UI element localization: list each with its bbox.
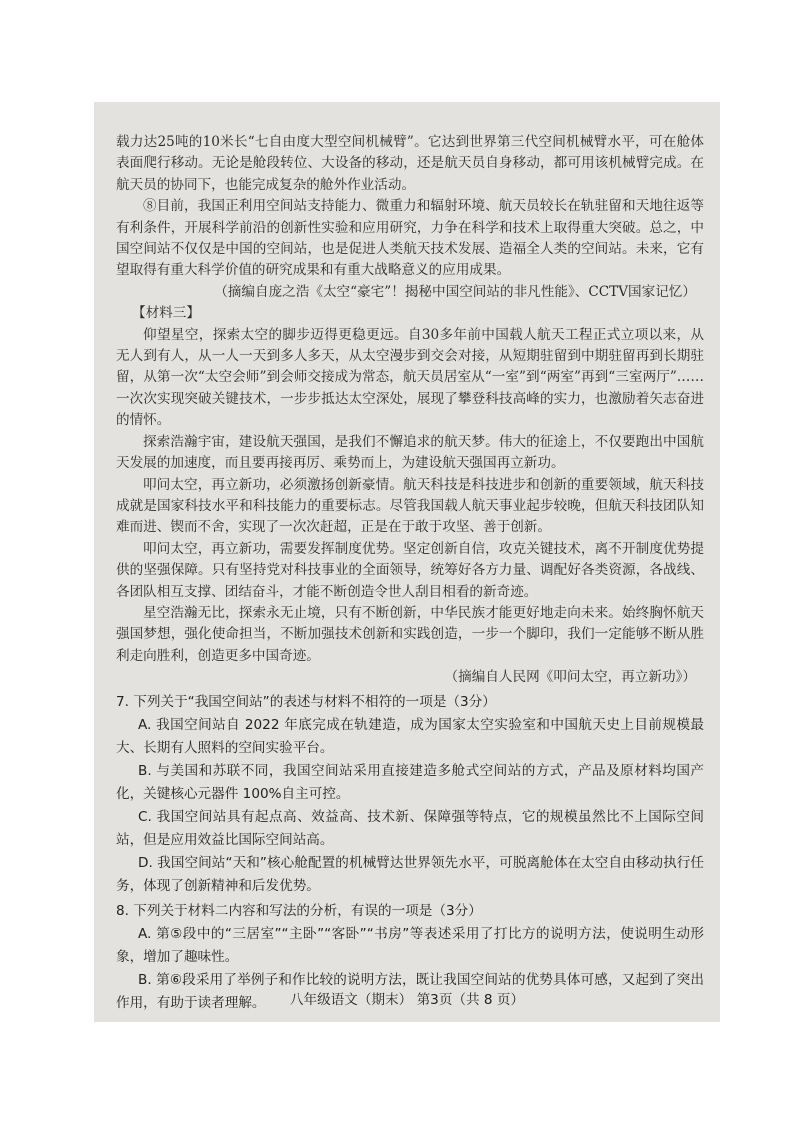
material3-para-1: 仰望星空，探索太空的脚步迈得更稳更远。自30多年前中国载人航天工程正式立项以来，从无人到有人，从一人一天到多人多天，从太空漫步到交会对接，从短期驻留到中期驻留再到长期驻留，从第一次“太空会师”到会师交接成为常态，航天员居室从“一室”到“两室”再到“三室两厅”……一次次实现突破关键技术，一步步抵达太空深处，展现了攀登科技高峰的实力，也激励着矢志奋进的情怀。 bbox=[116, 326, 704, 429]
material3-para-4: 叩问太空，再立新功，需要发挥制度优势。坚定创新自信，攻克关键技术，离不开制度优势提供的坚强保障。只有坚持党对科技事业的全面领导，统筹好各方力量、调配好各类资源，各战线、各团队相互支撑、团结奋斗，才能不断创造令世人刮目相看的新奇迹。 bbox=[116, 540, 704, 600]
question-7-option-c: C. 我国空间站具有起点高、效益高、技术新、保障强等特点，它的规模虽然比不上国际空间站，但是应用效益比国际空间站高。 bbox=[116, 808, 704, 848]
material3-source: （摘编自人民网《叩问太空，再立新功》） bbox=[444, 669, 696, 686]
material3-para-3: 叩问太空，再立新功，必须激扬创新豪情。航天科技是科技进步和创新的重要领域，航天科技成就是国家科技水平和科技能力的重要标志。尽管我国载人航天事业起步较晚，但航天科技团队知难而进、锲而不舍，实现了一次次赶超，正是在于敢于攻坚、善于创新。 bbox=[116, 476, 704, 536]
question-8-option-b: B. 第⑥段采用了举例子和作比较的说明方法，既让我国空间站的优势具体可感，又起到了突出作用，有助于读者理解。 bbox=[116, 971, 704, 1011]
material2-source: （摘编自庞之浩《太空“豪宅”！揭秘中国空间站的非凡性能》、CCTV国家记忆） bbox=[214, 283, 696, 300]
material2-para-8: ⑧目前，我国正利用空间站支持能力、微重力和辐射环境、航天员较长在轨驻留和天地往返等有利条件，开展科学前沿的创新性实验和应用研究，力争在科学和技术上取得重大突破。总之，中国空间站不仅仅是中国的空间站，也是促进人类航天技术发展、造福全人类的空间站。未来，它有望取得有重大科学价值的研究成果和有重大战略意义的应用成果。 bbox=[116, 198, 704, 279]
material2-para-continued: 载力达25吨的10米长“七自由度大型空间机械臂”。它达到世界第三代空间机械臂水平，可在舱体表面爬行移动。无论是舱段转位、大设备的移动，还是航天员自身移动，都可用该机械臂完成。在航天员的协同下，也能完成复杂的舱外作业活动。 bbox=[116, 134, 704, 193]
material3-para-5: 星空浩瀚无比，探索永无止境，只有不断创新，中华民族才能更好地走向未来。始终胸怀航天强国梦想，强化使命担当，不断加强技术创新和实践创造，一步一个脚印，我们一定能够不断从胜利走向胜利，创造更多中国奇迹。 bbox=[116, 604, 704, 664]
exam-page bbox=[94, 102, 720, 1022]
material3-heading: 【材料三】 bbox=[132, 305, 200, 322]
question-8-option-a: A. 第⑤段中的“三居室”“主卧”“客卧”“书房”等表述采用了打比方的说明方法，使说明生动形象，增加了趣味性。 bbox=[116, 925, 704, 965]
question-7-option-b: B. 与美国和苏联不同，我国空间站采用直接建造多舱式空间站的方式，产品及原材料均国产化，关键核心元器件 100%自主可控。 bbox=[116, 762, 704, 802]
page-content bbox=[116, 132, 704, 1015]
question-7-option-a: A. 我国空间站自 2022 年底完成在轨建造，成为国家太空实验室和中国航天史上目前规模最大、长期有人照料的空间实验平台。 bbox=[116, 716, 704, 756]
question-7-option-d: D. 我国空间站“天和”核心舱配置的机械臂达世界领先水平，可脱离舱体在太空自由移动执行任务，体现了创新精神和后发优势。 bbox=[116, 854, 704, 894]
question-8-stem: 8. 下列关于材料二内容和写法的分析，有误的一项是（3分） bbox=[116, 902, 482, 919]
question-7 bbox=[116, 691, 704, 898]
page-footer: 八年级语文（期末） 第3页（共 8 页） bbox=[289, 992, 525, 1008]
material3-para-2: 探索浩瀚宇宙，建设航天强国，是我们不懈追求的航天梦。伟大的征途上，不仅要跑出中国航天发展的加速度，而且要再接再厉、乘势而上，为建设航天强国再立新功。 bbox=[116, 433, 704, 472]
question-7-stem: 7. 下列关于“我国空间站”的表述与材料不相符的一项是（3分） bbox=[116, 693, 496, 710]
